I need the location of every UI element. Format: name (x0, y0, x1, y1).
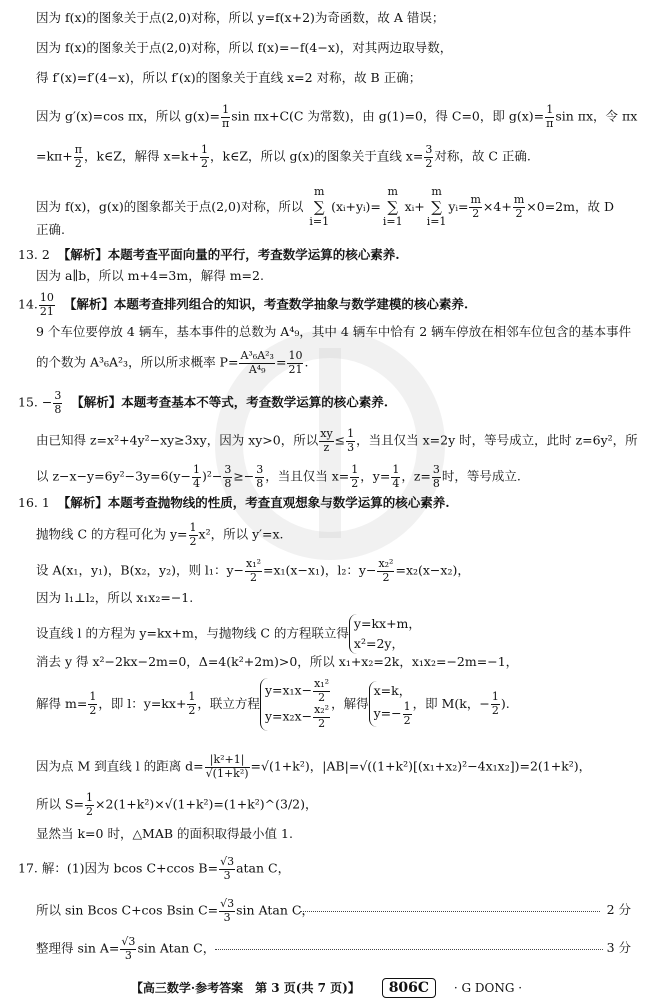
text-line: 显然当 k=0 时，△MAB 的面积取得最小值 1. (36, 826, 293, 841)
score-label: 3 分 (606, 940, 631, 955)
text-line: 因为 g′(x)=cos πx，所以 g(x)= $\frac{1}{\pi}$ sin πx+C(C 为常数)，由 g(1)=0，得 C=0，即 g(x)= $\frac{1}{\pi}$ sin πx，令 πx (36, 103, 638, 130)
fraction: $\frac{1}{2}$ (189, 521, 197, 548)
fraction: $\frac{1}{2}$ (188, 690, 196, 717)
text-line: 因为 f(x)的图象关于点(2,0)对称，所以 f(x)=−f(4−x)，对其两边取导数， (36, 40, 453, 55)
fraction: $\frac{3}{8}$ (432, 463, 440, 490)
fraction: $\frac{3}{8}$ (256, 463, 264, 490)
score-label: 2 分 (606, 902, 631, 917)
fraction: $\frac{√3}{3}$ (220, 897, 235, 924)
fraction: $\frac{\text{x₂²}}{2}$ (378, 557, 394, 584)
fraction: $\frac{√3}{3}$ (121, 935, 136, 962)
text-line: 正确. (36, 222, 65, 237)
fraction: $\frac{1}{4}$ (392, 463, 400, 490)
fraction: $\frac{\text{x₂²}}{2}$ (314, 703, 330, 730)
fraction: $\frac{3}{8}$ (224, 463, 232, 490)
footer-label: 【高三数学·参考答案 第 3 页(共 7 页)】 (130, 981, 360, 995)
text-line: 整理得 sin A= $\frac{√3}{3}$ sin Atan C， (36, 935, 216, 962)
fraction: $\frac{1}{3}$ (347, 427, 355, 454)
fraction: $\frac{\text{A³₆A²₃}}{\text{A⁴₉}}$ (240, 349, 274, 376)
question-16-header: 16. 1 【解析】本题考查抛物线的性质，考查直观想象与数学运算的核心素养. (18, 495, 450, 510)
equation-system: y=x₁x− $\frac{\text{x₁²}}{2}$ y=x₂x− $\frac{\text{x₂²}}{2}$ (260, 678, 331, 731)
text-line: 因为 f(x)，g(x)的图象都关于点(2,0)对称，所以 m ∑ i=1 (xᵢ+yᵢ)= m ∑ i=1 xᵢ+ m ∑ i=1 yᵢ= $\frac{m}{2}$ ×4+ $\frac{m}{2}$ ×0=2m，故 D (36, 185, 614, 228)
text-line: 由已知得 z=x²+4y²−xy≥3xy，因为 xy>0，所以 $\frac{xy}{z}$ ≤ $\frac{1}{3}$ ，当且仅当 x=2y 时，等号成立，此时 z=6y²，所 (36, 427, 638, 454)
text-line: 因为点 M 到直线 l 的距离 d= $\frac{\text{|k²+1|}}{\text{√(1+k²)}}$ =√(1+k²)，|AB|=√((1+k²)[(x₁+x₂)²−4x₁x₂])=2(1+k²)， (36, 753, 592, 780)
fraction: $\frac{1}{2}$ (86, 791, 94, 818)
dotted-leader (300, 911, 600, 912)
fraction: $\frac{1}{2}$ (351, 463, 359, 490)
fraction: $\frac{\text{x₁²}}{2}$ (245, 557, 262, 584)
question-14-header: 14. $\frac{10}{21}$ 【解析】本题考查排列组合的知识，考查数学抽象与数学建模的核心素养. (18, 291, 469, 318)
dotted-leader (215, 949, 603, 950)
text-line: 消去 y 得 x²−2kx−2m=0，Δ=4(k²+2m)>0，所以 x₁+x₂=2k，x₁x₂=−2m=−1， (36, 654, 519, 669)
fraction: $\frac{\text{x₁²}}{2}$ (314, 677, 330, 704)
fraction: $\frac{1}{2}$ (201, 143, 209, 170)
fraction: $\frac{xy}{z}$ (320, 427, 333, 454)
sum-symbol: m ∑ i=1 (426, 185, 447, 228)
text-line: 设直线 l 的方程为 y=kx+m，与抛物线 C 的方程联立得 y=kx+m， x²=2y， (36, 614, 421, 654)
page-footer (0, 978, 653, 998)
question-13-header: 13. 2 【解析】本题考查平面向量的平行，考查数学运算的核心素养. (18, 247, 400, 262)
text-line: 因为 f(x)的图象关于点(2,0)对称，所以 y=f(x+2)为奇函数，故 A 错误； (36, 10, 445, 25)
fraction: $\frac{1}{\pi}$ (546, 103, 554, 130)
fraction: $\frac{1}{4}$ (192, 463, 200, 490)
text-line: 设 A(x₁，y₁)，B(x₂，y₂)，则 l₁：y− $\frac{\text{x₁²}}{2}$ =x₁(x−x₁)，l₂：y− $\frac{\text{x₂²}}{2}$ =x₂(x−x₂)， (36, 557, 470, 584)
text-line: 的个数为 A³₆A²₃，所以所求概率 P= $\frac{\text{A³₆A²₃}}{\text{A⁴₉}}$ = $\frac{10}{21}$ . (36, 349, 309, 376)
text-line: =kπ+ $\frac{\pi}{2}$ ，k∈Z，解得 x=k+ $\frac{1}{2}$ ，k∈Z，所以 g(x)的图象关于直线 x= $\frac{3}{2}$ 对称，故 C 正确. (36, 143, 531, 170)
text-line: 17. 解：(1)因为 bcos C+ccos B= $\frac{√3}{3}$ atan C， (18, 855, 291, 882)
fraction: $\frac{3}{8}$ (54, 389, 62, 416)
fraction: $\frac{1}{2}$ (89, 690, 97, 717)
fraction: $\frac{\text{|k²+1|}}{\text{√(1+k²)}}$ (205, 753, 249, 780)
brand-label: · G DONG · (453, 981, 523, 995)
text-line: 抛物线 C 的方程可化为 y= $\frac{1}{2}$ x²，所以 y′=x. (36, 521, 284, 548)
sum-symbol: m ∑ i=1 (382, 185, 403, 228)
fraction: $\frac{10}{21}$ (288, 349, 303, 376)
question-15-header: 15. − $\frac{3}{8}$ 【解析】本题考查基本不等式，考查数学运算的核心素养. (18, 389, 389, 416)
fraction: $\frac{1}{2}$ (403, 700, 411, 727)
equation-system: y=kx+m， x²=2y， (349, 614, 421, 654)
fraction: $\frac{10}{21}$ (39, 291, 54, 318)
text-line: 因为 a∥b，所以 m+4=3m，解得 m=2. (36, 268, 264, 283)
sum-symbol: m ∑ i=1 (309, 185, 330, 228)
paper-code: 806C (382, 978, 436, 998)
fraction: $\frac{√3}{3}$ (220, 855, 235, 882)
text-line: 因为 l₁⊥l₂，所以 x₁x₂=−1. (36, 590, 194, 605)
fraction: $\frac{1}{\pi}$ (222, 103, 230, 130)
fraction: $\frac{m}{2}$ (470, 193, 481, 220)
text-line: 得 f′(x)=f′(4−x)，所以 f′(x)的图象关于直线 x=2 对称，故 B 正确； (36, 70, 422, 85)
fraction: $\frac{1}{2}$ (491, 690, 499, 717)
equation-system: x=k， y=− $\frac{1}{2}$ (369, 681, 413, 727)
text-line: 9 个车位要停放 4 辆车，基本事件的总数为 A⁴₉，其中 4 辆车中恰有 2 辆车停放在相邻车位包含的基本事件 (36, 324, 632, 339)
fraction: $\frac{3}{2}$ (425, 143, 433, 170)
fraction: $\frac{\pi}{2}$ (74, 143, 82, 170)
fraction: $\frac{m}{2}$ (513, 193, 525, 220)
text-line: 解得 m= $\frac{1}{2}$ ，即 l：y=kx+ $\frac{1}{2}$ ，联立方程 y=x₁x− $\frac{\text{x₁²}}{2}$ y=x₂x− $\frac{\text{x₂²}}{2}$ ，解得 x=k， y=− $\frac{1}{2}$ ，即 M(k，− $\frac{1}{2}$ ). (36, 677, 510, 730)
text-line: 所以 S= $\frac{1}{2}$ ×2(1+k²)×√(1+k²)=(1+k²)^(3/2)， (36, 791, 318, 818)
text-line: 以 z−x−y=6y²−3y=6(y− $\frac{1}{4}$ )²− $\frac{3}{8}$ ≥− $\frac{3}{8}$ ，当且仅当 x= $\frac{1}{2}$ ，y= $\frac{1}{4}$ ，z= $\frac{3}{8}$ 时，等号成立. (36, 463, 521, 490)
text-line: 所以 sin Bcos C+cos Bsin C= $\frac{√3}{3}$ sin Atan C， (36, 897, 314, 924)
